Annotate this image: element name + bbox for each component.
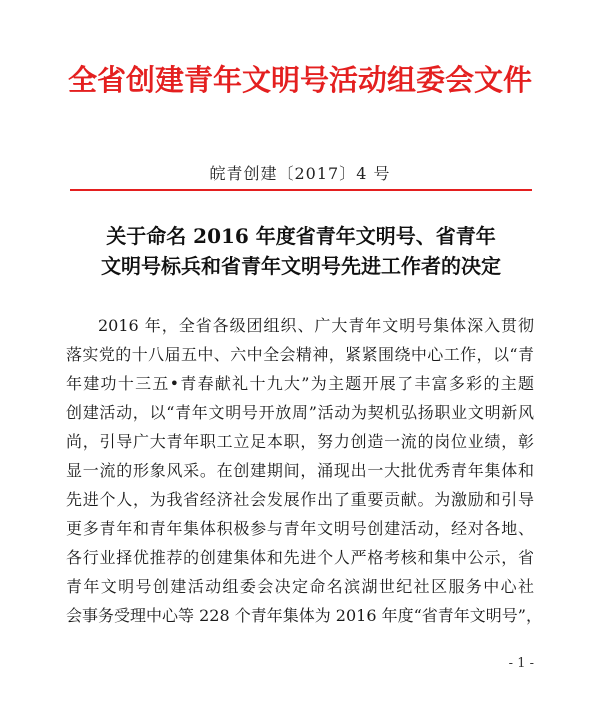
body-line-3: 年建功十三五•青春献礼十九大”为主题开展了丰富多彩的主题 (66, 374, 534, 393)
body-line-5: 尚，引导广大青年职工立足本职，努力创造一流的岗位业绩，彰 (66, 432, 534, 451)
body-line-10: 青年文明号创建活动组委会决定命名滨湖世纪社区服务中心社 (66, 577, 534, 596)
body-line-7: 先进个人，为我省经济社会发展作出了重要贡献。为激励和引导 (66, 490, 534, 509)
body-line-1: 2016 年，全省各级团组织、广大青年文明号集体深入贯彻 (98, 316, 534, 335)
page-number: - 1 - (508, 656, 534, 671)
red-header-divider (70, 189, 532, 191)
body-line-4: 创建活动，以“青年文明号开放周”活动为契机弘扬职业文明新风 (66, 403, 534, 422)
body-line-6: 显一流的形象风采。在创建期间，涌现出一大批优秀青年集体和 (66, 461, 534, 480)
subject-title-line-1: 关于命名 2016 年度省青年文明号、省青年 (106, 224, 496, 248)
document-number: 皖青创建〔2017〕4 号 (209, 164, 391, 183)
body-line-8: 更多青年和青年集体积极参与青年文明号创建活动，经对各地、 (66, 519, 534, 538)
body-line-9: 各行业择优推荐的创建集体和先进个人严格考核和集中公示，省 (66, 548, 534, 567)
subject-title-line-2: 文明号标兵和省青年文明号先进工作者的决定 (101, 254, 501, 278)
issuer-header-title: 全省创建青年文明号活动组委会文件 (67, 63, 532, 97)
body-line-2: 落实党的十八届五中、六中全会精神，紧紧围绕中心工作，以“青 (66, 345, 534, 364)
body-line-11: 会事务受理中心等 228 个青年集体为 2016 年度“省青年文明号”， (66, 606, 542, 625)
